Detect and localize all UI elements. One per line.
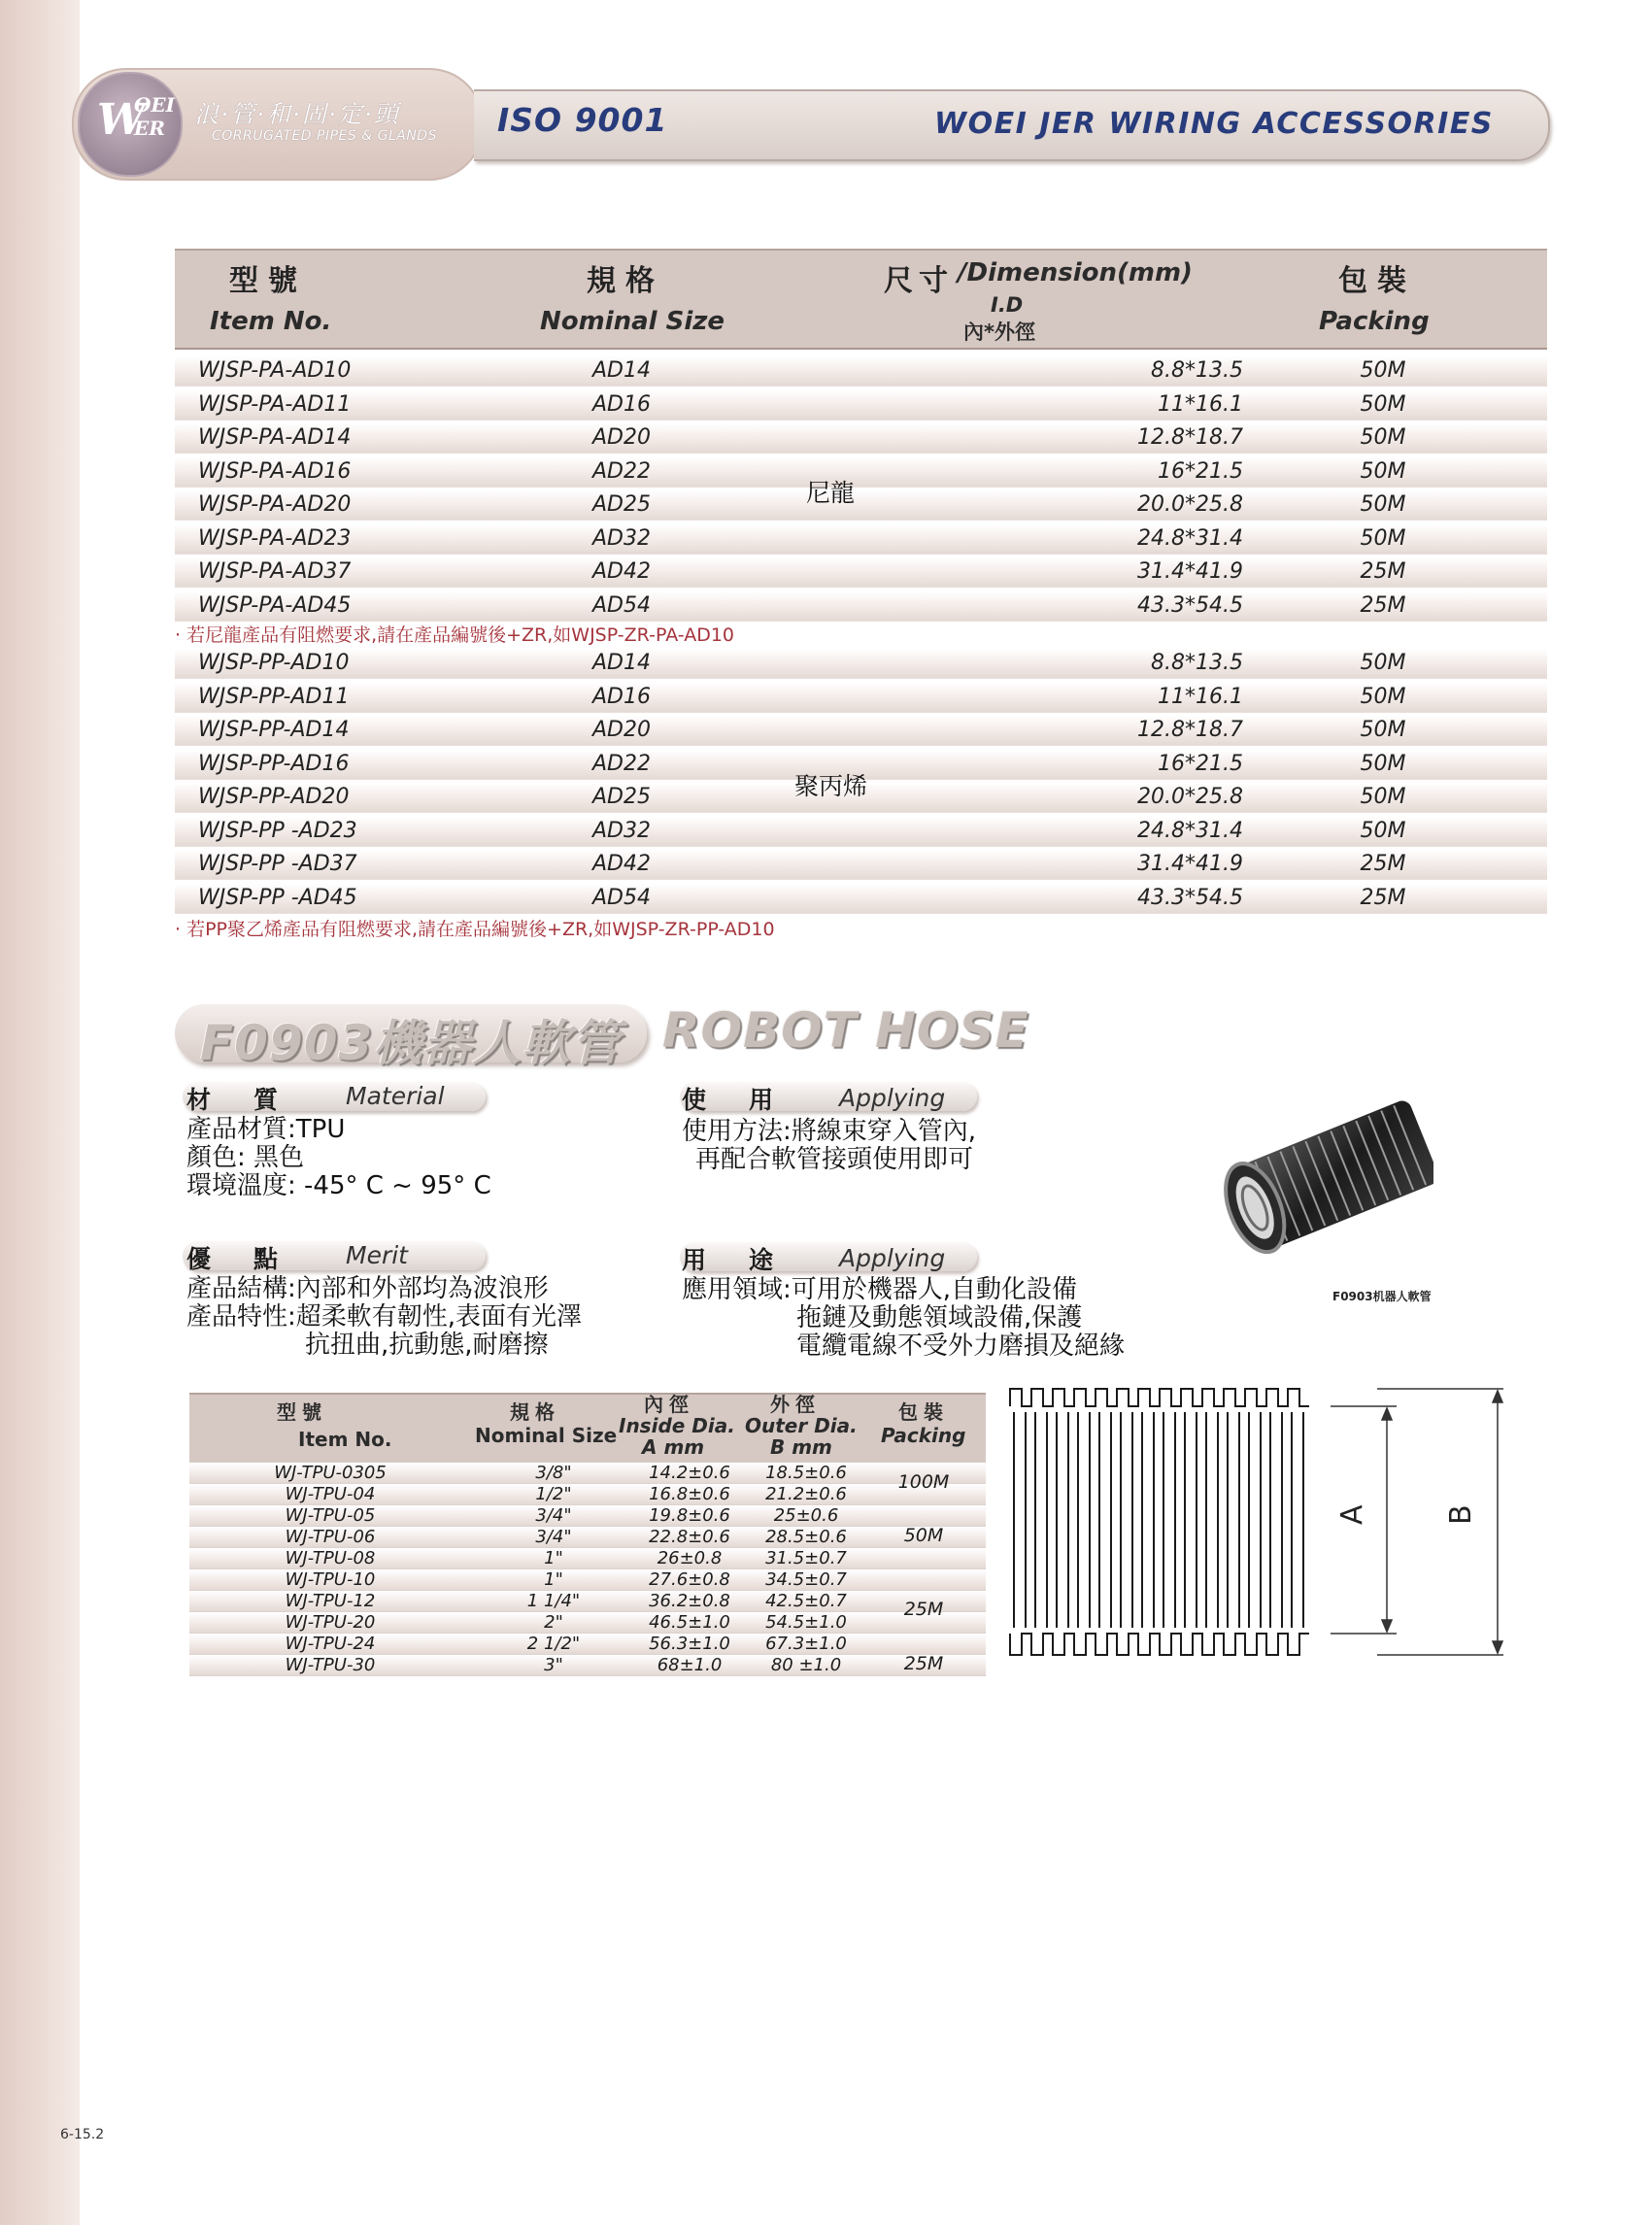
pa-size-cell: AD22 bbox=[592, 458, 651, 484]
pa-size-cell: AD54 bbox=[592, 592, 651, 618]
pp-dim-cell: 24.8*31.4 bbox=[1137, 818, 1243, 843]
hose-dimension-diagram bbox=[1000, 1364, 1579, 1665]
pp-size-cell: AD20 bbox=[592, 718, 651, 742]
t2-pack-25m-a: 25M bbox=[903, 1599, 944, 1620]
pp-pack-cell: 25M bbox=[1360, 885, 1406, 910]
applying-label-en: Applying bbox=[839, 1084, 946, 1112]
table-row bbox=[175, 884, 1547, 914]
t2-item-cell: WJ-TPU-24 bbox=[285, 1634, 376, 1654]
material-line-2: 顏色: 黑色 bbox=[186, 1143, 305, 1172]
t2-item-cell: WJ-TPU-05 bbox=[285, 1505, 376, 1526]
table-row bbox=[189, 1484, 986, 1505]
size-header-en: Nominal Size bbox=[540, 307, 725, 336]
t2-out-cell: 34.5±0.7 bbox=[765, 1569, 847, 1590]
pa-size-cell: AD25 bbox=[592, 492, 651, 517]
pp-pack-cell: 50M bbox=[1360, 718, 1406, 742]
pa-pack-cell: 50M bbox=[1360, 425, 1406, 450]
t2-in-cell: 68±1.0 bbox=[657, 1655, 723, 1675]
pa-pack-cell: 50M bbox=[1360, 525, 1406, 551]
t2-size-cell: 1" bbox=[544, 1569, 563, 1590]
logo-mark-w: W bbox=[97, 95, 143, 145]
material-line-3: 環境溫度: -45° C ~ 95° C bbox=[186, 1171, 491, 1200]
pp-dim-cell: 11*16.1 bbox=[1158, 684, 1243, 709]
table2-header bbox=[189, 1393, 986, 1465]
t2-item-header-cn: 型號 bbox=[277, 1400, 327, 1424]
table-row bbox=[189, 1612, 986, 1634]
pa-item-cell: WJSP-PA-AD14 bbox=[198, 425, 352, 450]
pa-pack-cell: 50M bbox=[1360, 358, 1406, 383]
pa-item-cell: WJSP-PA-AD10 bbox=[198, 358, 352, 383]
pp-item-cell: WJSP-PP-AD10 bbox=[198, 651, 350, 675]
t2-in-cell: 27.6±0.8 bbox=[649, 1569, 730, 1590]
t2-out-cell: 25±0.6 bbox=[773, 1505, 839, 1526]
t2-in-cell: 19.8±0.6 bbox=[649, 1505, 730, 1526]
iso-certification: ISO 9001 bbox=[497, 101, 668, 139]
t2-out-cell: 54.5±1.0 bbox=[765, 1612, 847, 1633]
t2-inside-header-unit: A mm bbox=[642, 1435, 705, 1459]
table-row bbox=[175, 457, 1547, 488]
t2-item-cell: WJ-TPU-20 bbox=[285, 1612, 376, 1633]
nylon-flame-note: · 若尼龍產品有阻燃要求,請在產品編號後+ZR,如WJSP-ZR-PA-AD10 bbox=[175, 624, 735, 646]
pp-item-cell: WJSP-PP-AD16 bbox=[198, 751, 350, 776]
table-row bbox=[189, 1634, 986, 1655]
pa-pack-cell: 25M bbox=[1360, 559, 1406, 584]
pa-size-cell: AD32 bbox=[592, 525, 651, 551]
t2-inside-header-cn: 內徑 bbox=[644, 1393, 694, 1416]
t2-outer-header-cn: 外徑 bbox=[770, 1393, 821, 1416]
t2-size-cell: 2" bbox=[544, 1612, 563, 1633]
t2-item-cell: WJ-TPU-0305 bbox=[274, 1463, 387, 1483]
t2-size-cell: 3/4" bbox=[535, 1505, 572, 1526]
pp-pack-cell: 50M bbox=[1360, 651, 1406, 675]
applying-line-1: 使用方法:將線束穿入管內, bbox=[682, 1117, 977, 1146]
pa-item-cell: WJSP-PA-AD20 bbox=[198, 492, 352, 517]
t2-in-cell: 36.2±0.8 bbox=[649, 1591, 730, 1611]
applying-line-2: 再配合軟管接頭使用即可 bbox=[695, 1145, 974, 1174]
t2-in-cell: 14.2±0.6 bbox=[649, 1463, 730, 1483]
table-row bbox=[175, 524, 1547, 555]
pp-size-cell: AD32 bbox=[592, 818, 651, 843]
pa-dim-cell: 20.0*25.8 bbox=[1137, 492, 1243, 517]
pa-dim-cell: 11*16.1 bbox=[1158, 391, 1243, 417]
pa-item-cell: WJSP-PA-AD16 bbox=[198, 458, 352, 484]
t2-size-header-cn: 規格 bbox=[510, 1400, 560, 1424]
pp-item-cell: WJSP-PP -AD23 bbox=[198, 818, 357, 843]
table-row bbox=[175, 850, 1547, 880]
t2-inside-header-en: Inside Dia. bbox=[619, 1414, 735, 1437]
merit-label-cn: 優點 bbox=[186, 1245, 321, 1273]
t2-item-cell: WJ-TPU-04 bbox=[285, 1484, 376, 1504]
pp-flame-note: · 若PP聚乙烯產品有阻燃要求,請在產品編號後+ZR,如WJSP-ZR-PP-AD10 bbox=[175, 919, 775, 940]
pp-dim-cell: 16*21.5 bbox=[1158, 751, 1243, 776]
pp-dim-cell: 31.4*41.9 bbox=[1137, 852, 1243, 876]
section-title-en: ROBOT HOSE bbox=[662, 1002, 1029, 1059]
t2-item-cell: WJ-TPU-30 bbox=[285, 1655, 376, 1675]
t2-in-cell: 56.3±1.0 bbox=[649, 1634, 730, 1654]
t2-size-cell: 1/2" bbox=[535, 1484, 572, 1504]
pp-size-cell: AD22 bbox=[592, 751, 651, 776]
t2-item-cell: WJ-TPU-06 bbox=[285, 1527, 376, 1547]
dim-header-cn: 尺寸 bbox=[884, 264, 954, 298]
item-header-cn: 型號 bbox=[229, 264, 307, 298]
pp-dim-cell: 8.8*13.5 bbox=[1151, 651, 1243, 675]
pp-pack-cell: 50M bbox=[1360, 751, 1406, 776]
table-row bbox=[189, 1569, 986, 1591]
pp-size-cell: AD14 bbox=[592, 651, 651, 675]
table-row bbox=[175, 390, 1547, 421]
merit-line-1: 產品結構:內部和外部均為波浪形 bbox=[186, 1274, 549, 1303]
pa-size-cell: AD16 bbox=[592, 391, 651, 417]
left-decorative-band bbox=[0, 0, 80, 2225]
pa-size-cell: AD14 bbox=[592, 358, 651, 383]
pack-header-cn: 包裝 bbox=[1338, 264, 1416, 298]
section-title-cn: F0903機器人軟管 bbox=[200, 1015, 622, 1071]
table-row bbox=[189, 1655, 986, 1676]
table-row bbox=[175, 423, 1547, 454]
pp-dim-cell: 43.3*54.5 bbox=[1137, 885, 1243, 910]
material-pp-label: 聚丙烯 bbox=[794, 772, 868, 800]
table-row bbox=[189, 1527, 986, 1548]
page-number: 6-15.2 bbox=[60, 2127, 105, 2142]
t2-size-cell: 3/8" bbox=[535, 1463, 572, 1483]
material-nylon-label: 尼龍 bbox=[806, 479, 856, 507]
pa-dim-cell: 24.8*31.4 bbox=[1137, 525, 1243, 551]
logo-mark bbox=[97, 93, 176, 145]
t2-pack-100m: 100M bbox=[897, 1471, 950, 1493]
logo-mark-oei: OEI bbox=[134, 93, 176, 117]
usage-label-en: Applying bbox=[839, 1244, 946, 1272]
usage-label-cn: 用途 bbox=[682, 1246, 817, 1274]
pp-size-cell: AD16 bbox=[592, 684, 651, 709]
item-header-en: Item No. bbox=[210, 307, 332, 336]
pa-item-cell: WJSP-PA-AD37 bbox=[198, 559, 352, 584]
t2-pack-25m-b: 25M bbox=[903, 1653, 944, 1674]
size-header-cn: 規格 bbox=[587, 264, 664, 298]
pp-pack-cell: 50M bbox=[1360, 818, 1406, 843]
merit-label-en: Merit bbox=[346, 1241, 408, 1269]
pa-item-cell: WJSP-PA-AD11 bbox=[198, 391, 352, 417]
pp-item-cell: WJSP-PP-AD11 bbox=[198, 684, 350, 709]
pp-item-cell: WJSP-PP-AD20 bbox=[198, 785, 350, 809]
pa-dim-cell: 31.4*41.9 bbox=[1137, 559, 1243, 584]
pp-size-cell: AD54 bbox=[592, 885, 651, 910]
t2-size-cell: 3/4" bbox=[535, 1527, 572, 1547]
t2-size-cell: 1" bbox=[544, 1548, 563, 1568]
pa-dim-cell: 43.3*54.5 bbox=[1137, 592, 1243, 618]
t2-out-cell: 42.5±0.7 bbox=[765, 1591, 847, 1611]
t2-out-cell: 18.5±0.6 bbox=[765, 1463, 847, 1483]
pack-header-en: Packing bbox=[1319, 307, 1430, 336]
t2-pack-header-en: Packing bbox=[881, 1424, 966, 1447]
t2-size-cell: 3" bbox=[544, 1655, 563, 1675]
t2-pack-50m: 50M bbox=[903, 1525, 944, 1546]
t2-in-cell: 16.8±0.6 bbox=[649, 1484, 730, 1504]
table-row bbox=[175, 817, 1547, 847]
pa-pack-cell: 50M bbox=[1360, 391, 1406, 417]
photo-caption: F0903机器人軟管 bbox=[1332, 1290, 1432, 1303]
robot-hose-photo bbox=[1200, 1088, 1433, 1282]
pp-dim-cell: 20.0*25.8 bbox=[1137, 785, 1243, 809]
table1-header bbox=[175, 249, 1547, 350]
logo-chinese-text: 浪·管·和·固·定·頭 bbox=[194, 100, 400, 128]
t2-out-cell: 67.3±1.0 bbox=[765, 1634, 847, 1654]
t2-pack-header-cn: 包裝 bbox=[898, 1400, 949, 1424]
pa-pack-cell: 50M bbox=[1360, 492, 1406, 517]
brand-title: WOEI JER WIRING ACCESSORIES bbox=[934, 107, 1494, 141]
t2-item-cell: WJ-TPU-08 bbox=[285, 1548, 376, 1568]
table-row bbox=[175, 683, 1547, 713]
pp-size-cell: AD25 bbox=[592, 785, 651, 809]
table-row bbox=[175, 557, 1547, 588]
table-row bbox=[189, 1505, 986, 1527]
pa-pack-cell: 25M bbox=[1360, 592, 1406, 618]
material-line-1: 產品材質:TPU bbox=[186, 1115, 346, 1144]
t2-out-cell: 31.5±0.7 bbox=[765, 1548, 847, 1568]
pp-pack-cell: 50M bbox=[1360, 684, 1406, 709]
pa-item-cell: WJSP-PA-AD23 bbox=[198, 525, 352, 551]
t2-in-cell: 26±0.8 bbox=[657, 1548, 723, 1568]
table-row bbox=[189, 1463, 986, 1484]
material-label-cn: 材質 bbox=[186, 1086, 321, 1114]
t2-outer-header-en: Outer Dia. bbox=[745, 1414, 858, 1437]
usage-line-1: 應用領域:可用於機器人,自動化設備 bbox=[682, 1275, 1078, 1304]
table-row bbox=[175, 591, 1547, 622]
t2-size-header-en: Nominal Size bbox=[475, 1424, 618, 1447]
material-label-en: Material bbox=[346, 1082, 445, 1110]
applying-label-cn: 使用 bbox=[682, 1086, 817, 1114]
table-row bbox=[189, 1548, 986, 1569]
pp-item-cell: WJSP-PP -AD37 bbox=[198, 852, 357, 876]
pa-pack-cell: 50M bbox=[1360, 458, 1406, 484]
t2-item-cell: WJ-TPU-10 bbox=[285, 1569, 376, 1590]
table-row bbox=[175, 716, 1547, 746]
pa-dim-cell: 12.8*18.7 bbox=[1137, 425, 1243, 450]
t2-in-cell: 22.8±0.6 bbox=[649, 1527, 730, 1547]
pp-item-cell: WJSP-PP-AD14 bbox=[198, 718, 350, 742]
dim-header-en: /Dimension(mm) bbox=[958, 258, 1193, 287]
t2-out-cell: 21.2±0.6 bbox=[765, 1484, 847, 1504]
logo-mark-er: ER bbox=[134, 117, 165, 140]
pa-item-cell: WJSP-PA-AD45 bbox=[198, 592, 352, 618]
table-row bbox=[175, 649, 1547, 679]
t2-size-cell: 2 1/2" bbox=[526, 1634, 581, 1654]
pp-item-cell: WJSP-PP -AD45 bbox=[198, 885, 357, 910]
dimension-label-a: A bbox=[1335, 1504, 1369, 1525]
table-row bbox=[175, 490, 1547, 521]
t2-item-cell: WJ-TPU-12 bbox=[285, 1591, 376, 1611]
pp-dim-cell: 12.8*18.7 bbox=[1137, 718, 1243, 742]
t2-out-cell: 28.5±0.6 bbox=[765, 1527, 847, 1547]
usage-line-2: 拖鏈及動態領域設備,保護 bbox=[796, 1303, 1083, 1332]
merit-line-2: 產品特性:超柔軟有韌性,表面有光澤 bbox=[186, 1302, 583, 1332]
table-row bbox=[175, 356, 1547, 387]
t2-out-cell: 80 ±1.0 bbox=[770, 1655, 842, 1675]
dimension-label-b: B bbox=[1444, 1504, 1478, 1525]
t2-size-cell: 1 1/4" bbox=[526, 1591, 581, 1611]
logo-english-text: CORRUGATED PIPES & GLANDS bbox=[212, 128, 437, 144]
usage-line-3: 電纜電線不受外力磨損及絕緣 bbox=[796, 1332, 1126, 1361]
pa-dim-cell: 8.8*13.5 bbox=[1151, 358, 1243, 383]
pa-dim-cell: 16*21.5 bbox=[1158, 458, 1243, 484]
table-row bbox=[189, 1591, 986, 1612]
dim-header-sub: 內*外徑 bbox=[963, 320, 1035, 344]
pp-size-cell: AD42 bbox=[592, 852, 651, 876]
corrugation-outline bbox=[1010, 1389, 1309, 1655]
pa-size-cell: AD42 bbox=[592, 559, 651, 584]
pa-size-cell: AD20 bbox=[592, 425, 651, 450]
dim-header-id: I.D bbox=[991, 293, 1024, 317]
t2-in-cell: 46.5±1.0 bbox=[649, 1612, 730, 1633]
merit-line-3: 抗扭曲,抗動態,耐磨擦 bbox=[305, 1331, 549, 1360]
pp-pack-cell: 25M bbox=[1360, 852, 1406, 876]
t2-outer-header-unit: B mm bbox=[770, 1435, 832, 1459]
t2-item-header-en: Item No. bbox=[298, 1428, 392, 1451]
pp-pack-cell: 50M bbox=[1360, 785, 1406, 809]
